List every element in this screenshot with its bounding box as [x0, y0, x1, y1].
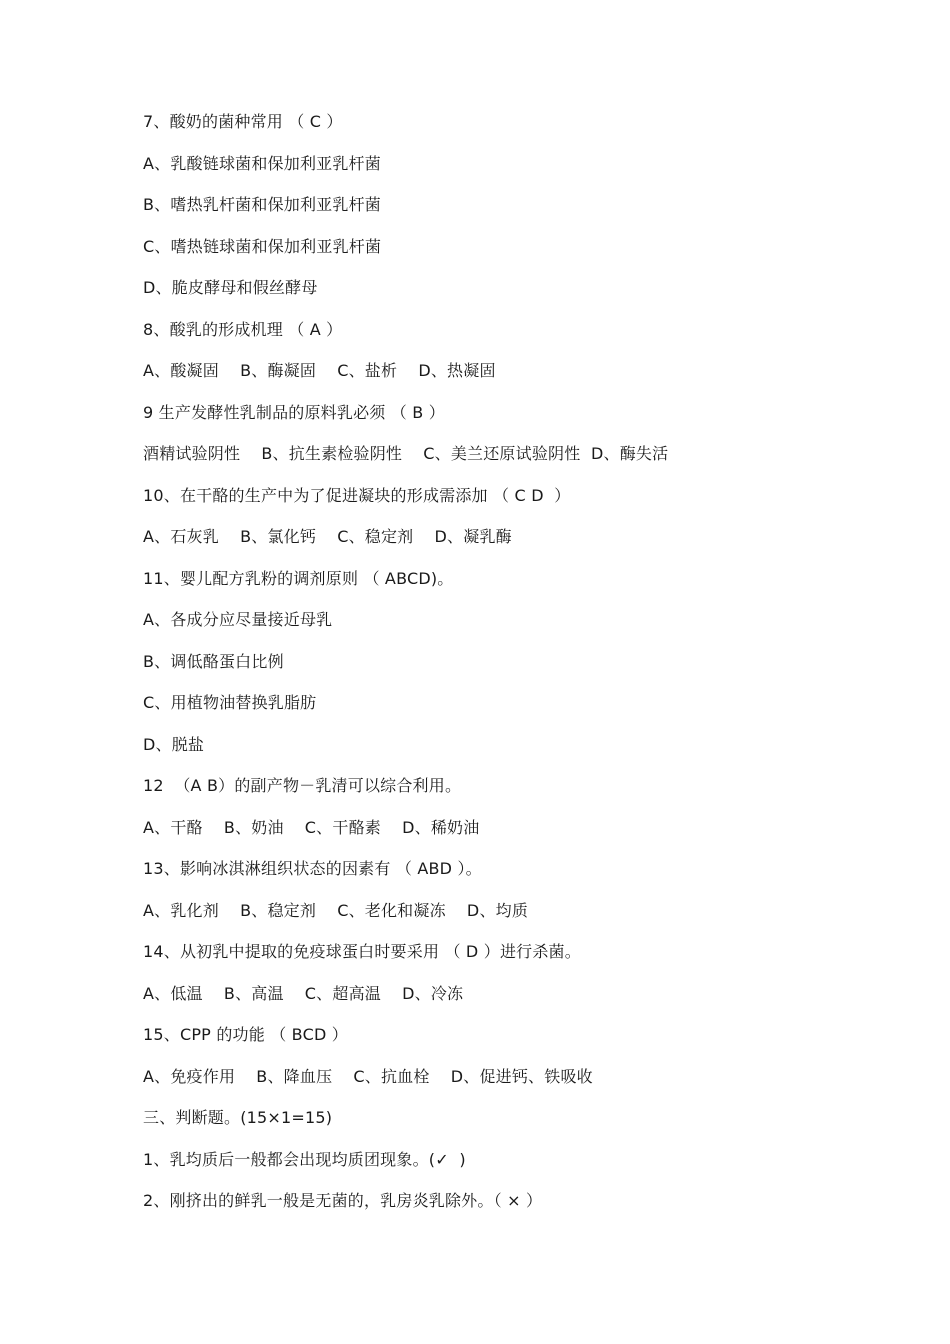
section-heading-true-false: 三、判断题。(15×1=15) [143, 1108, 333, 1127]
question-10: 10、在干酪的生产中为了促进凝块的形成需添加 （ C D ） [143, 485, 571, 505]
option-7d: D、脆皮酵母和假丝酵母 [143, 278, 318, 297]
options-15: A、免疫作用 B、降血压 C、抗血栓 D、促进钙、铁吸收 [143, 1066, 593, 1086]
question-13: 13、影响冰淇淋组织状态的因素有 （ ABD ）。 [143, 859, 482, 878]
option-11c: C、用植物油替换乳脂肪 [143, 693, 317, 712]
options-12: A、干酪 B、奶油 C、干酪素 D、稀奶油 [143, 817, 480, 837]
options-9: 酒精试验阴性 B、抗生素检验阴性 C、美兰还原试验阴性 D、酶失活 [143, 444, 669, 463]
options-10: A、石灰乳 B、氯化钙 C、稳定剂 D、凝乳酶 [143, 527, 512, 546]
option-7a: A、乳酸链球菌和保加利亚乳杆菌 [143, 153, 381, 173]
option-11a: A、各成分应尽量接近母乳 [143, 610, 333, 629]
question-9: 9 生产发酵性乳制品的原料乳必须 （ B ） [143, 402, 445, 422]
question-8: 8、酸乳的形成机理 （ A ） [143, 319, 343, 339]
true-false-1: 1、乳均质后一般都会出现均质团现象。(✓ ) [143, 1149, 466, 1169]
question-15: 15、CPP 的功能 （ BCD ） [143, 1025, 348, 1044]
options-8: A、酸凝固 B、酶凝固 C、盐析 D、热凝固 [143, 361, 496, 380]
question-12: 12 （A B）的副产物－乳清可以综合利用。 [143, 776, 462, 795]
options-14: A、低温 B、高温 C、超高温 D、冷冻 [143, 983, 464, 1003]
question-text-block [143, 108, 903, 1229]
option-11d: D、脱盐 [143, 734, 205, 754]
option-11b: B、调低酪蛋白比例 [143, 651, 284, 671]
option-7c: C、嗜热链球菌和保加利亚乳杆菌 [143, 236, 382, 256]
question-7: 7、酸奶的菌种常用 （ C ） [143, 112, 343, 131]
options-13: A、乳化剂 B、稳定剂 C、老化和凝冻 D、均质 [143, 900, 529, 920]
true-false-2: 2、刚挤出的鲜乳一般是无菌的，乳房炎乳除外。（ × ） [143, 1191, 543, 1210]
option-7b: B、嗜热乳杆菌和保加利亚乳杆菌 [143, 195, 381, 214]
question-14: 14、从初乳中提取的免疫球蛋白时要采用 （ D ）进行杀菌。 [143, 942, 581, 961]
question-11: 11、婴儿配方乳粉的调剂原则 （ ABCD)。 [143, 568, 454, 588]
